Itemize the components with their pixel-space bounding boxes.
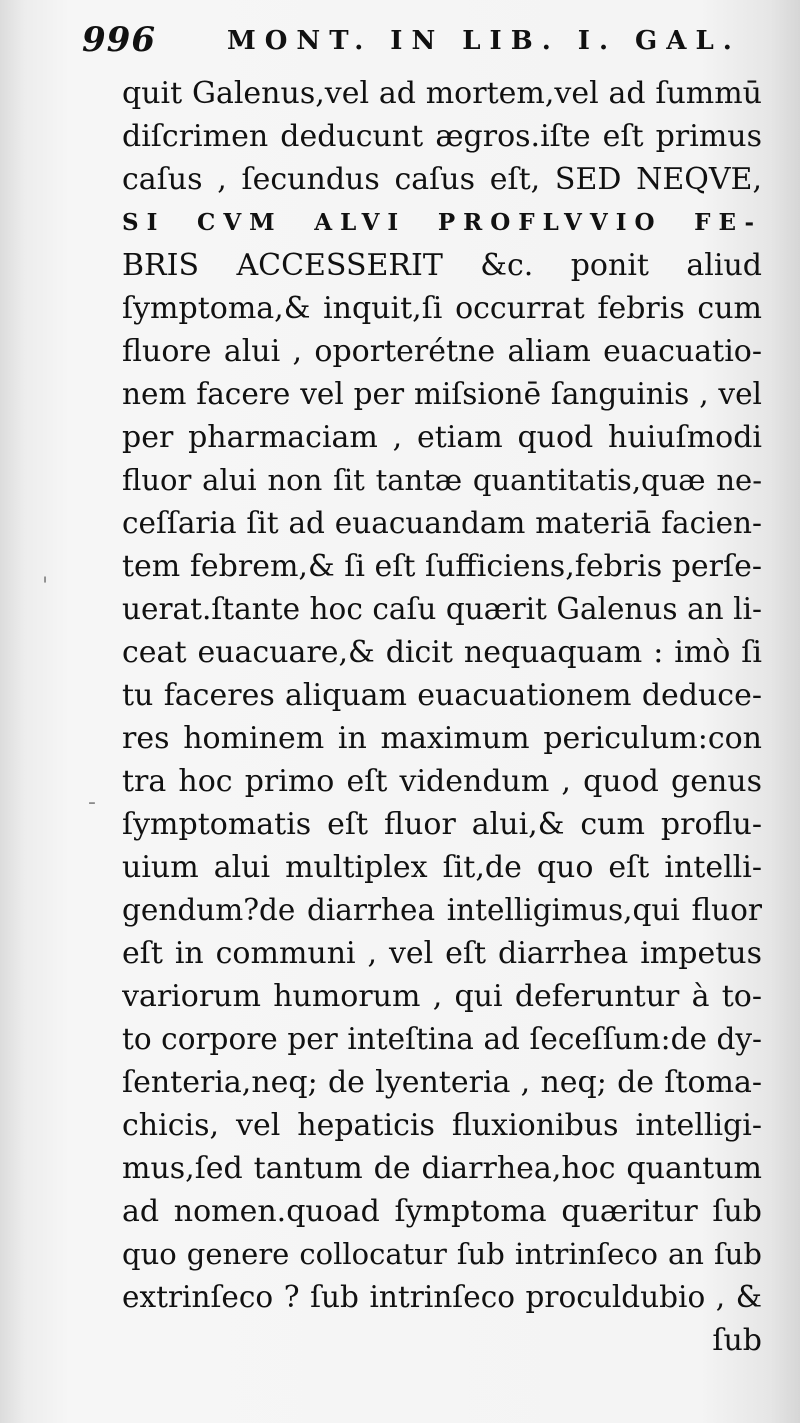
page-header: [82, 20, 782, 70]
text-line: gendum?de diarrhea intelligimus,qui fluor: [122, 893, 762, 927]
text-line: fluore alui , oporterétne aliam euacuatio-: [122, 334, 762, 369]
text-line: ceat euacuare,& dicit nequaquam : imò ſi: [122, 635, 762, 670]
text-line: tra hoc primo eſt videndum , quod genus: [122, 764, 762, 799]
text-line: res hominem in maximum periculum:con: [122, 721, 762, 756]
margin-mark: ': [42, 574, 49, 599]
text-line: extrinſeco ? ſub intrinſeco proculdubio , &: [122, 1280, 762, 1314]
text-line: uium alui multiplex ſit,de quo eſt intelli-: [122, 850, 762, 885]
margin-mark: -: [88, 790, 96, 815]
text-line: eſt in communi , vel eſt diarrhea impetus: [122, 936, 762, 971]
text-line: ſymptomatis eſt fluor alui,& cum proflu-: [122, 807, 762, 842]
text-line: ad nomen.quoad ſymptoma quæritur ſub: [122, 1194, 762, 1229]
text-line: ſenteria,neq; de lyenteria , neq; de ſtoma-: [122, 1065, 762, 1100]
text-line: ſymptoma,& inquit,ſi occurrat febris cum: [122, 291, 762, 326]
text-line: tu faceres aliquam euacuationem deduce-: [122, 678, 762, 713]
text-line: to corpore per inteſtina ad ſeceſſum:de dy-: [122, 1022, 762, 1056]
text-line: chicis, vel hepaticis fluxionibus intelligi-: [122, 1108, 762, 1143]
body-text: [122, 72, 762, 1362]
page-number: 996: [82, 20, 156, 60]
text-line: tem febrem,& ſi eſt ſufficiens,febris perſe-: [122, 549, 762, 584]
text-line: SI CVM ALVI PROFLVVIO FE-: [122, 209, 762, 236]
running-title: MONT. IN LIB. I. GAL.: [227, 26, 741, 56]
catchword: ſub: [712, 1323, 762, 1358]
text-line: ceſſaria ſit ad euacuandam materiā facien-: [122, 506, 762, 540]
text-line: caſus , ſecundus caſus eſt, SED NEQVE,: [122, 162, 762, 197]
text-line: BRIS ACCESSERIT &c. ponit aliud: [122, 248, 762, 283]
text-line: fluor alui non ſit tantæ quantitatis,quæ ne-: [122, 463, 762, 497]
text-line: uerat.ſtante hoc caſu quærit Galenus an li-: [122, 592, 762, 626]
text-line: quit Galenus,vel ad mortem,vel ad ſummū: [122, 76, 762, 111]
text-line: variorum humorum , qui deferuntur à to-: [122, 979, 762, 1014]
text-line: per pharmaciam , etiam quod huiuſmodi: [122, 420, 762, 455]
text-line: nem facere vel per miſsionē ſanguinis , vel: [122, 377, 762, 411]
text-line: diſcrimen deducunt ægros.iſte eſt primus: [122, 119, 762, 154]
text-line: quo genere collocatur ſub intrinſeco an ſub: [122, 1237, 762, 1271]
text-line: mus,ſed tantum de diarrhea,hoc quantum: [122, 1151, 762, 1186]
